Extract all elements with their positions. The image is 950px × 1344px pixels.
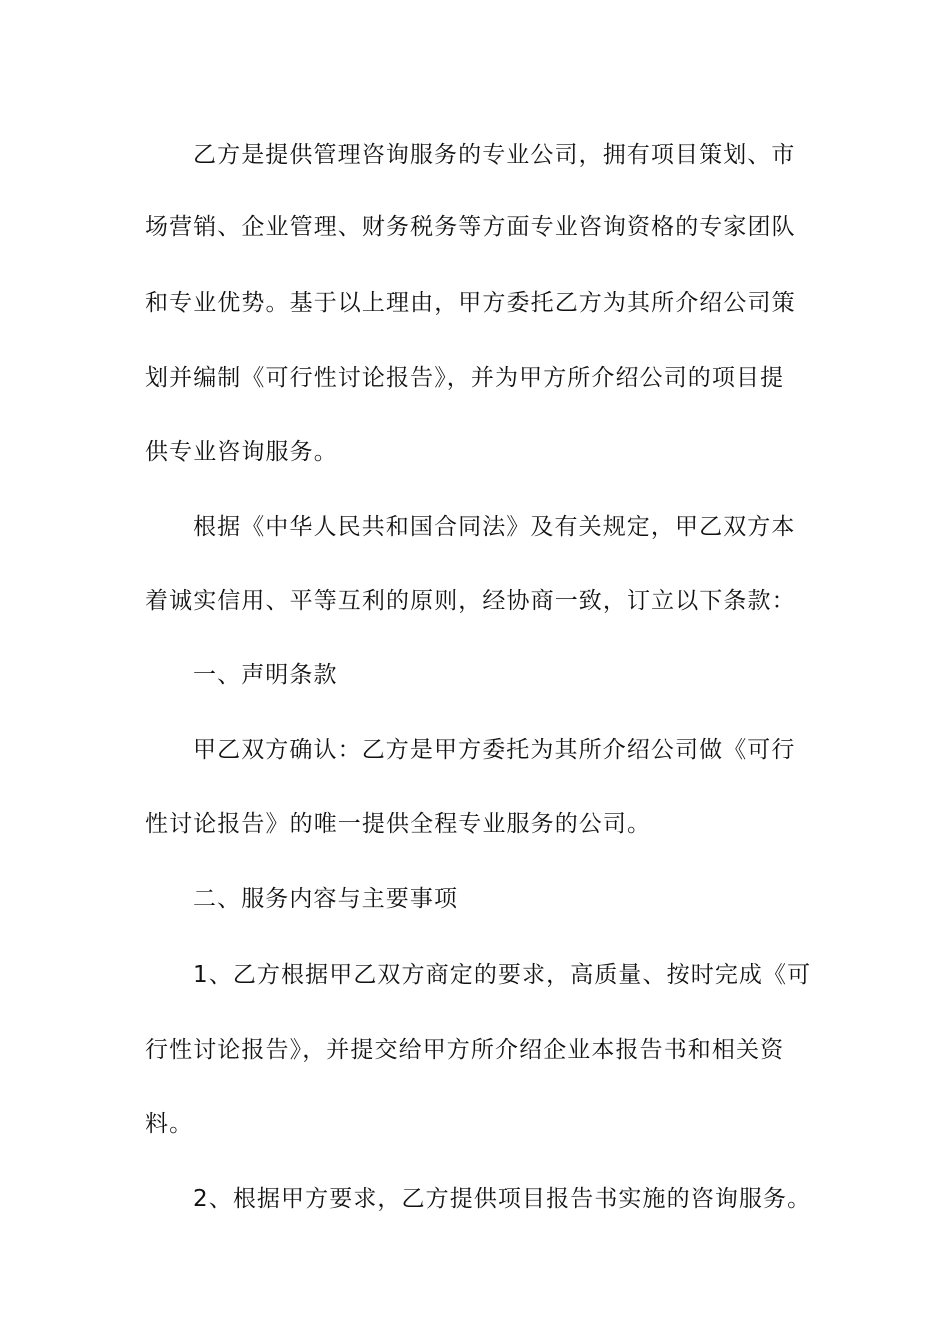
clause-1-line-3: 料。 <box>145 1111 194 1137</box>
paragraph-1-line-4: 划并编制《可行性讨论报告》，并为甲方所介绍公司的项目提 <box>145 365 785 391</box>
section-heading-2: 二、服务内容与主要事项 <box>193 886 459 912</box>
clause-1-line-1: 1、乙方根据甲乙双方商定的要求，高质量、按时完成《可 <box>193 962 812 988</box>
paragraph-3-line-2: 性讨论报告》的唯一提供全程专业服务的公司。 <box>145 811 652 837</box>
paragraph-3-line-1: 甲乙双方确认：乙方是甲方委托为其所介绍公司做《可行 <box>193 737 796 763</box>
paragraph-2-line-2: 着诚实信用、平等互利的原则，经协商一致，订立以下条款： <box>145 588 796 614</box>
paragraph-1-line-3: 和专业优势。基于以上理由，甲方委托乙方为其所介绍公司策 <box>145 290 796 316</box>
clause-1-line-2: 行性讨论报告》，并提交给甲方所介绍企业本报告书和相关资 <box>145 1037 785 1063</box>
paragraph-1-line-2: 场营销、企业管理、财务税务等方面专业咨询资格的专家团队 <box>145 214 796 240</box>
paragraph-2-line-1: 根据《中华人民共和国合同法》及有关规定，甲乙双方本 <box>193 514 796 540</box>
paragraph-1-line-5: 供专业咨询服务。 <box>145 439 338 465</box>
section-heading-1: 一、声明条款 <box>193 662 338 688</box>
clause-2-line-1: 2、根据甲方要求，乙方提供项目报告书实施的咨询服务。 <box>193 1186 812 1212</box>
paragraph-1-line-1: 乙方是提供管理咨询服务的专业公司，拥有项目策划、市 <box>193 142 796 168</box>
